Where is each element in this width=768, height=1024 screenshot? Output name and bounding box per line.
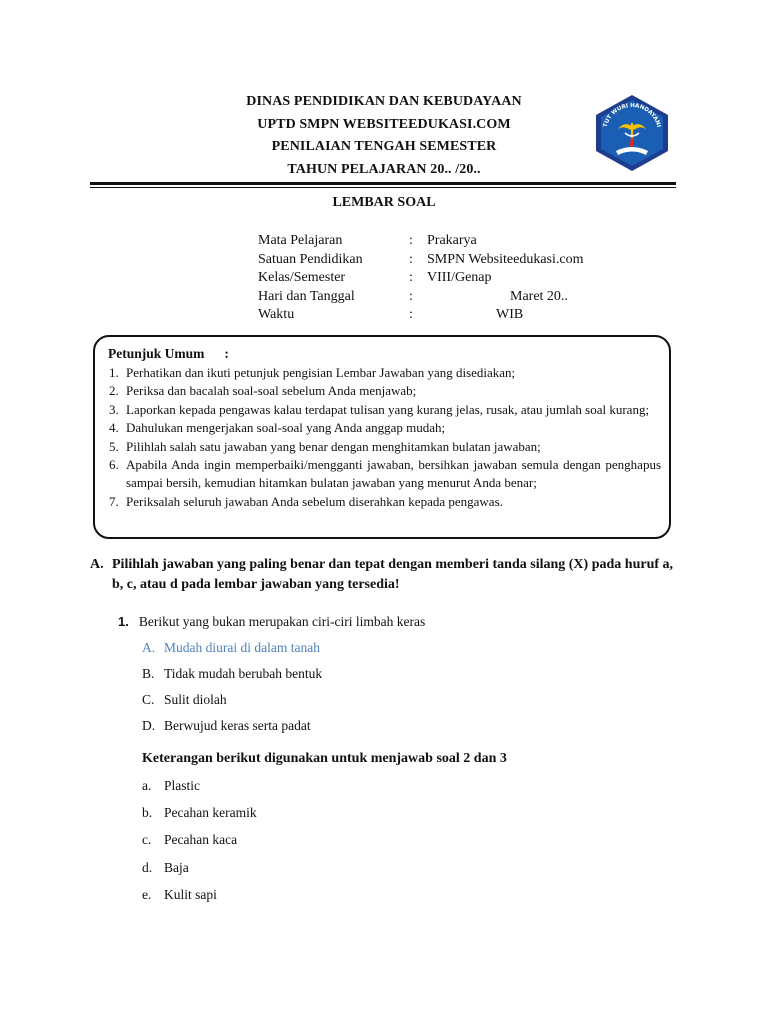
header-line-4: TAHUN PELAJARAN 20.. /20..	[287, 161, 481, 177]
keterangan-item	[142, 860, 189, 876]
info-colon: :	[409, 307, 413, 323]
info-value: WIB	[496, 307, 524, 323]
info-label: Waktu	[258, 307, 295, 323]
instruction-item	[109, 419, 661, 437]
instruction-number: 6.	[109, 457, 119, 473]
instructions-title	[108, 346, 229, 362]
info-label: Mata Pelajaran	[258, 233, 343, 248]
section-a-letter: A.	[90, 557, 104, 572]
instruction-text: Laporkan kepada pengawas kalau terdapat tulisan yang kurang jelas, rusak, atau jumlah soal kurang;	[126, 401, 650, 417]
instruction-item	[109, 382, 661, 400]
section-a-instruction	[90, 555, 680, 595]
item-text: Kulit sapi	[164, 887, 217, 902]
item-text: Baja	[164, 860, 189, 875]
info-label: Hari dan Tanggal	[258, 288, 355, 304]
question-number: 1.	[118, 614, 129, 629]
info-colon: :	[409, 270, 413, 286]
tut-wuri-handayani-logo-icon	[592, 93, 672, 173]
answer-option-c[interactable]	[142, 692, 227, 708]
instructions-title-text: Petunjuk Umum	[108, 346, 205, 361]
answer-option-d[interactable]	[142, 718, 311, 734]
info-label: Satuan Pendidikan	[258, 251, 363, 267]
info-value: Prakarya	[427, 233, 477, 248]
keterangan-item	[142, 805, 257, 821]
info-colon: :	[409, 233, 413, 248]
item-letter: e.	[142, 887, 152, 902]
header-rule-thick	[90, 182, 676, 185]
option-text: Mudah diurai di dalam tanah	[164, 640, 320, 655]
keterangan-title: Keterangan berikut digunakan untuk menjawab soal 2 dan 3	[142, 751, 507, 766]
option-letter: B.	[142, 666, 155, 681]
instruction-text: Perhatikan dan ikuti petunjuk pengisian Lembar Jawaban yang disediakan;	[126, 365, 516, 380]
info-colon: :	[409, 288, 413, 304]
header-line-1: DINAS PENDIDIKAN DAN KEBUDAYAAN	[246, 94, 522, 109]
header-line-3: PENILAIAN TENGAH SEMESTER	[271, 139, 497, 154]
item-text: Pecahan kaca	[164, 832, 238, 847]
item-text: Plastic	[164, 778, 200, 793]
page-title: LEMBAR SOAL	[332, 195, 436, 210]
item-letter: b.	[142, 805, 153, 820]
info-value: SMPN Websiteedukasi.com	[427, 251, 584, 267]
item-letter: a.	[142, 778, 152, 793]
instructions-box	[93, 335, 671, 539]
instruction-text: Periksalah seluruh jawaban Anda sebelum diserahkan kepada pengawas.	[126, 493, 503, 509]
document-header	[90, 91, 678, 181]
instruction-number: 5.	[109, 438, 119, 454]
question-1	[118, 614, 425, 630]
instruction-item	[109, 438, 661, 456]
instruction-item	[109, 456, 661, 493]
instruction-number: 7.	[109, 493, 119, 509]
info-colon: :	[409, 251, 413, 267]
answer-option-b[interactable]	[142, 666, 322, 682]
keterangan-item	[142, 832, 237, 848]
item-text: Pecahan keramik	[164, 805, 257, 820]
item-letter: c.	[142, 832, 152, 847]
keterangan-item	[142, 778, 200, 794]
instruction-text: Pilihlah salah satu jawaban yang benar dengan menghitamkan bulatan jawaban;	[126, 438, 541, 454]
info-value: Maret 20..	[510, 288, 568, 304]
logo-text: TUT WURI HANDAYANI	[602, 102, 662, 129]
option-letter: A.	[142, 640, 156, 655]
option-letter: C.	[142, 692, 155, 707]
header-line-2: UPTD SMPN WEBSITEEDUKASI.COM	[257, 116, 511, 132]
instructions-list	[109, 364, 661, 511]
item-letter: d.	[142, 860, 153, 875]
question-text: Berikut yang bukan merupakan ciri-ciri limbah keras	[138, 614, 426, 629]
option-text: Tidak mudah berubah bentuk	[164, 666, 323, 681]
answer-option-a[interactable]	[142, 640, 320, 656]
option-letter: D.	[142, 718, 156, 733]
info-label: Kelas/Semester	[258, 270, 346, 286]
header-rule-thin	[90, 187, 676, 188]
instruction-number: 4.	[109, 420, 119, 436]
instruction-number: 3.	[109, 401, 119, 417]
option-text: Berwujud keras serta padat	[164, 718, 311, 733]
instruction-text: Apabila Anda ingin memperbaiki/mengganti jawaban, bersihkan jawaban semula dengan penghapus sampai bersih, kemudian hitamkan bulatan jawaban yang menurut Anda benar;	[126, 457, 661, 491]
info-value: VIII/Genap	[427, 270, 492, 286]
section-a-text: Pilihlah jawaban yang paling benar dan tepat dengan memberi tanda silang (X) pada huruf a, b, c, atau d pada lembar jawaban yang tersedia!	[112, 557, 674, 592]
keterangan-item	[142, 887, 217, 903]
instruction-item	[109, 364, 661, 382]
instructions-title-colon: :	[224, 346, 229, 361]
instruction-number: 2.	[109, 383, 119, 399]
instruction-item	[109, 401, 661, 419]
instruction-item	[109, 493, 661, 511]
instruction-text: Dahulukan mengerjakan soal-soal yang Anda anggap mudah;	[126, 420, 446, 436]
option-text: Sulit diolah	[164, 692, 227, 707]
instruction-number: 1.	[109, 365, 119, 380]
instruction-text: Periksa dan bacalah soal-soal sebelum Anda menjawab;	[126, 383, 417, 399]
